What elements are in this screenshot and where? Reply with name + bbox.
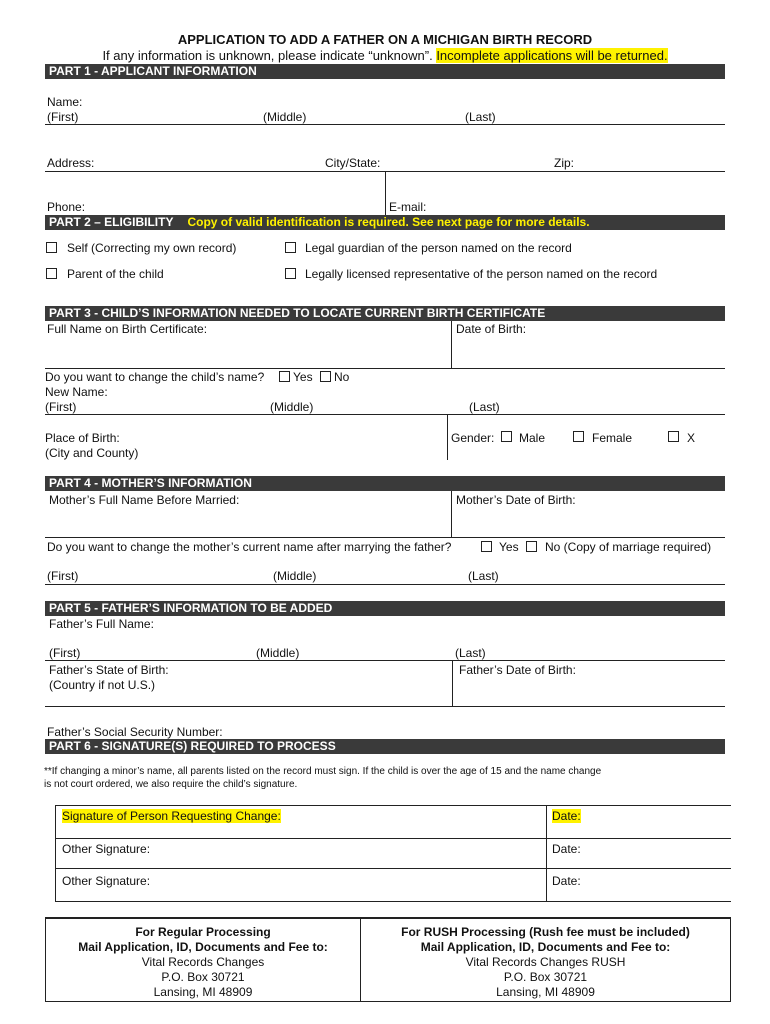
regular-processing-block bbox=[46, 925, 360, 1000]
child-dob-divider bbox=[451, 321, 452, 368]
child-dob-label: Date of Birth: bbox=[456, 322, 527, 336]
mother-change-no-checkbox[interactable] bbox=[526, 541, 537, 552]
part5-header: PART 5 - FATHER’S INFORMATION TO BE ADDED bbox=[45, 601, 725, 616]
signature-table-top bbox=[55, 805, 731, 806]
regular-address-line3: Lansing, MI 48909 bbox=[153, 985, 253, 999]
mother-new-name-line bbox=[45, 584, 725, 585]
father-full-name-label: Father’s Full Name: bbox=[49, 617, 154, 631]
mailing-table-bottom bbox=[45, 1001, 731, 1002]
city-state-label: City/State: bbox=[325, 156, 381, 170]
signature-row2-line bbox=[55, 868, 731, 869]
child-full-name-label: Full Name on Birth Certificate: bbox=[47, 322, 208, 336]
new-name-label: New Name: bbox=[45, 385, 108, 399]
id-required-note: Copy of valid identification is required. See next page for more details. bbox=[187, 215, 590, 229]
last-name-label: (Last) bbox=[465, 110, 496, 124]
address-label: Address: bbox=[47, 156, 95, 170]
gender-female-label: Female bbox=[592, 431, 633, 445]
rush-mail-instruction: Mail Application, ID, Documents and Fee to: bbox=[420, 940, 671, 954]
name-line bbox=[45, 124, 725, 125]
father-last-label: (Last) bbox=[455, 646, 486, 660]
mother-change-yes-label: Yes bbox=[499, 540, 519, 554]
father-ssn-label: Father’s Social Security Number: bbox=[47, 725, 223, 739]
father-birth-line bbox=[45, 706, 725, 707]
new-name-line bbox=[45, 414, 725, 415]
regular-address-line2: P.O. Box 30721 bbox=[161, 970, 245, 984]
regular-mail-instruction: Mail Application, ID, Documents and Fee to: bbox=[78, 940, 328, 954]
rush-address-line1: Vital Records Changes RUSH bbox=[465, 955, 626, 969]
mother-dob-divider bbox=[451, 491, 452, 537]
mother-name-line bbox=[45, 537, 725, 538]
rush-heading: For RUSH Processing (Rush fee must be included) bbox=[401, 925, 690, 939]
unknown-instruction: If any information is unknown, please indicate “unknown”. bbox=[102, 48, 433, 63]
child-change-question: Do you want to change the child’s name? bbox=[45, 370, 265, 384]
middle-name-label: (Middle) bbox=[263, 110, 307, 124]
new-middle-label: (Middle) bbox=[270, 400, 314, 414]
place-of-birth-label: Place of Birth: bbox=[45, 431, 120, 445]
representative-label: Legally licensed representative of the person named on the record bbox=[305, 267, 658, 281]
father-country-label: (Country if not U.S.) bbox=[49, 678, 156, 692]
signature-row1-line bbox=[55, 838, 731, 839]
rush-address-line3: Lansing, MI 48909 bbox=[496, 985, 595, 999]
new-last-label: (Last) bbox=[469, 400, 500, 414]
rush-address-line2: P.O. Box 30721 bbox=[503, 970, 588, 984]
signature-note-line1: **If changing a minor’s name, all parents listed on the record must sign. If the child is over the age of 15 and the name change bbox=[44, 766, 602, 777]
form-subtitle bbox=[0, 48, 770, 63]
child-change-yes-label: Yes bbox=[293, 370, 313, 384]
part3-header: PART 3 - CHILD’S INFORMATION NEEDED TO LOCATE CURRENT BIRTH CERTIFICATE bbox=[45, 306, 725, 321]
child-change-yes-checkbox[interactable] bbox=[279, 371, 290, 382]
phone-email-divider bbox=[385, 171, 386, 215]
other-date-2-label: Date: bbox=[552, 874, 581, 888]
father-dob-label: Father’s Date of Birth: bbox=[459, 663, 576, 677]
rush-processing-block bbox=[361, 925, 730, 1000]
father-state-label: Father’s State of Birth: bbox=[49, 663, 169, 677]
phone-label: Phone: bbox=[47, 200, 86, 214]
father-dob-divider bbox=[452, 660, 453, 706]
email-label: E-mail: bbox=[389, 200, 427, 214]
new-first-label: (First) bbox=[45, 400, 77, 414]
child-name-line bbox=[45, 368, 725, 369]
mother-change-yes-checkbox[interactable] bbox=[481, 541, 492, 552]
signature-date-divider bbox=[546, 805, 547, 901]
gender-x-label: X bbox=[687, 431, 696, 445]
guardian-label: Legal guardian of the person named on the record bbox=[305, 241, 572, 255]
child-change-no-checkbox[interactable] bbox=[320, 371, 331, 382]
mother-dob-label: Mother’s Date of Birth: bbox=[456, 493, 576, 507]
other-signature-1-label: Other Signature: bbox=[62, 842, 151, 856]
gender-x-checkbox[interactable] bbox=[668, 431, 679, 442]
regular-heading: For Regular Processing bbox=[135, 925, 271, 939]
father-first-label: (First) bbox=[49, 646, 81, 660]
mother-change-no-label: No (Copy of marriage required) bbox=[545, 540, 712, 554]
child-change-no-label: No bbox=[334, 370, 350, 384]
regular-address-line1: Vital Records Changes bbox=[141, 955, 265, 969]
part6-header: PART 6 - SIGNATURE(S) REQUIRED TO PROCESS bbox=[45, 739, 725, 754]
mother-change-question: Do you want to change the mother’s current name after marrying the father? bbox=[47, 540, 452, 554]
part1-header: PART 1 - APPLICANT INFORMATION bbox=[45, 64, 725, 79]
signature-table-left bbox=[55, 805, 56, 901]
parent-label: Parent of the child bbox=[67, 267, 164, 281]
gender-divider bbox=[447, 414, 448, 460]
city-county-label: (City and County) bbox=[45, 446, 139, 460]
mother-middle-label: (Middle) bbox=[273, 569, 317, 583]
other-signature-2-label: Other Signature: bbox=[62, 874, 151, 888]
father-middle-label: (Middle) bbox=[256, 646, 300, 660]
gender-male-label: Male bbox=[519, 431, 546, 445]
mailing-table-top bbox=[45, 917, 731, 919]
gender-male-checkbox[interactable] bbox=[501, 431, 512, 442]
gender-female-checkbox[interactable] bbox=[573, 431, 584, 442]
mother-first-label: (First) bbox=[47, 569, 79, 583]
signature-row3-line bbox=[55, 901, 731, 902]
gender-label: Gender: bbox=[451, 431, 495, 445]
part2-header: PART 2 – ELIGIBILITY Copy of valid identification is required. See next page for more details. bbox=[45, 215, 725, 230]
part4-header: PART 4 - MOTHER’S INFORMATION bbox=[45, 476, 725, 491]
representative-checkbox[interactable] bbox=[285, 268, 296, 279]
signature-note-line2: is not court ordered, we also require the child’s signature. bbox=[44, 779, 298, 790]
zip-label: Zip: bbox=[554, 156, 575, 170]
first-name-label: (First) bbox=[47, 110, 79, 124]
mother-last-label: (Last) bbox=[468, 569, 499, 583]
requester-date-label: Date: bbox=[552, 809, 581, 823]
requester-signature-label: Signature of Person Requesting Change: bbox=[62, 809, 281, 823]
parent-checkbox[interactable] bbox=[46, 268, 57, 279]
form-title: APPLICATION TO ADD A FATHER ON A MICHIGAN BIRTH RECORD bbox=[177, 32, 593, 47]
guardian-checkbox[interactable] bbox=[285, 242, 296, 253]
incomplete-warning: Incomplete applications will be returned. bbox=[436, 48, 668, 63]
self-checkbox[interactable] bbox=[46, 242, 57, 253]
mother-full-name-label: Mother’s Full Name Before Married: bbox=[49, 493, 240, 507]
other-date-1-label: Date: bbox=[552, 842, 581, 856]
father-name-line bbox=[45, 660, 725, 661]
mailing-table-right bbox=[730, 917, 731, 1001]
name-label: Name: bbox=[47, 95, 83, 109]
self-label: Self (Correcting my own record) bbox=[67, 241, 237, 255]
